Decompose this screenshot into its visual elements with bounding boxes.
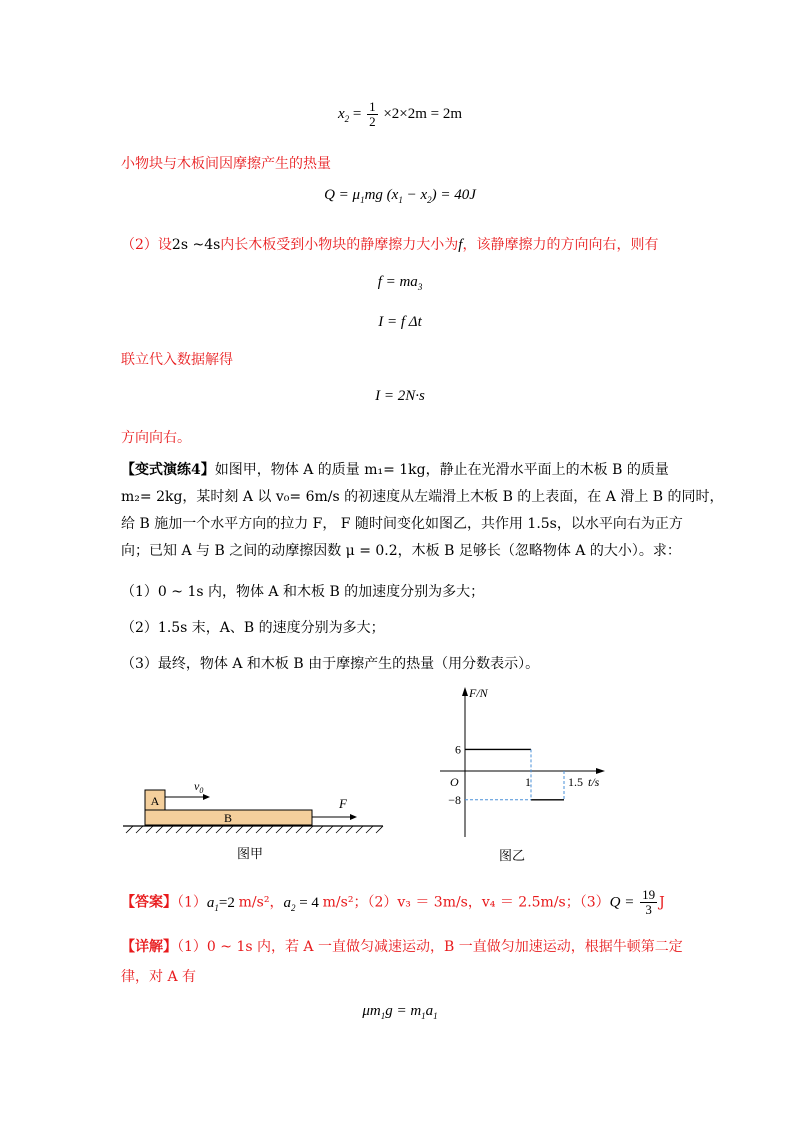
problem-line-4: 向；已知 A 与 B 之间的动摩擦因数 μ = 0.2，木板 B 足够长（忽略物体 A 的大小）。求： [121, 543, 681, 559]
combine-text: 联立代入数据解得 [121, 352, 233, 368]
x-tick-label-2: 1.5 [568, 775, 583, 789]
equation-x2: $x_2$ = $\frac{1}{2}$ ×2×2m = 2m [337, 99, 463, 129]
direction-text: 方向向右。 [121, 430, 191, 446]
x-axis-label: t/s [588, 775, 600, 789]
x-tick-label-1: 1 [525, 775, 531, 789]
board-b-label: B [223, 811, 233, 825]
question-1: （1）0 ~ 1s 内，物体 A 和木板 B 的加速度分别为多大； [121, 584, 485, 600]
figure-b-chart [430, 682, 620, 862]
origin-label: O [450, 775, 459, 789]
detail-line-1: 【详解】（1）0 ~ 1s 内，若 A 一直做匀减速运动，B 一直做匀加速运动，根据牛顿第二定 [121, 939, 683, 955]
detail-line-2: 律，对 A 有 [121, 969, 197, 985]
detail-label: 【详解】 [121, 939, 177, 955]
equation-q: $Q = \mu_1mg$ $(x_1 - x_2) = 40J$ [324, 187, 476, 205]
equation-newton-a: $\mu m_1g = m_1a_1$ [362, 1003, 438, 1021]
problem-title: 【变式演练4】 [121, 462, 215, 478]
figure-a-caption: 图甲 [236, 846, 264, 861]
y-axis-arrow [462, 687, 468, 696]
y-axis-label: F/N [469, 686, 488, 700]
equation-f: $f = ma_3$ [377, 274, 423, 292]
problem-line-1: 【变式演练4】如图甲，物体 A 的质量 m₁= 1kg，静止在光滑水平面上的木板 B 的质量 [121, 462, 669, 478]
question-3: （3）最终，物体 A 和木板 B 由于摩擦产生的热量（用分数表示）。 [121, 656, 540, 672]
y-tick-label-1: 6 [455, 742, 461, 757]
figure-a [118, 770, 398, 865]
heat-heading: 小物块与木板间因摩擦产生的热量 [121, 156, 331, 172]
problem-line-3: 给 B 施加一个水平方向的拉力 F， F 随时间变化如图乙，共作用 1.5s，以水平向右为正方 [121, 516, 683, 532]
equation-i-result: I = 2N·s [375, 388, 425, 404]
answer-line: 【答案】$(1)a_1=2$ m/s²，$a_2 = 4$ m/s²；（2）v₃ ＝ 3m/s，v₄ ＝ 2.5m/s；（3）Q = $\frac{19}{3}$ J [121, 887, 665, 917]
figure-b-caption: 图乙 [498, 848, 526, 862]
problem-line-2: m₂= 2kg，某时刻 A 以 v₀= 6m/s 的初速度从左端滑上木板 B 的上表面，在 A 滑上 B 的同时， [121, 489, 724, 505]
block-a-label: A [150, 794, 160, 808]
equation-i: I = f Δt [378, 314, 422, 330]
x-axis-arrow [596, 768, 605, 774]
part2-line: （2）设2s ~4s内长木板受到小物块的静摩擦力大小为f，该静摩擦力的方向向右，则有 [121, 237, 659, 253]
velocity-label: $v_0$ [194, 779, 204, 795]
question-2: （2）1.5s 末，A、B 的速度分别为多大； [121, 620, 385, 636]
y-tick-label-2: −8 [448, 792, 461, 807]
ground-hatching [126, 826, 383, 833]
force-label: F [339, 796, 347, 811]
answer-label: 【答案】 [121, 894, 177, 911]
